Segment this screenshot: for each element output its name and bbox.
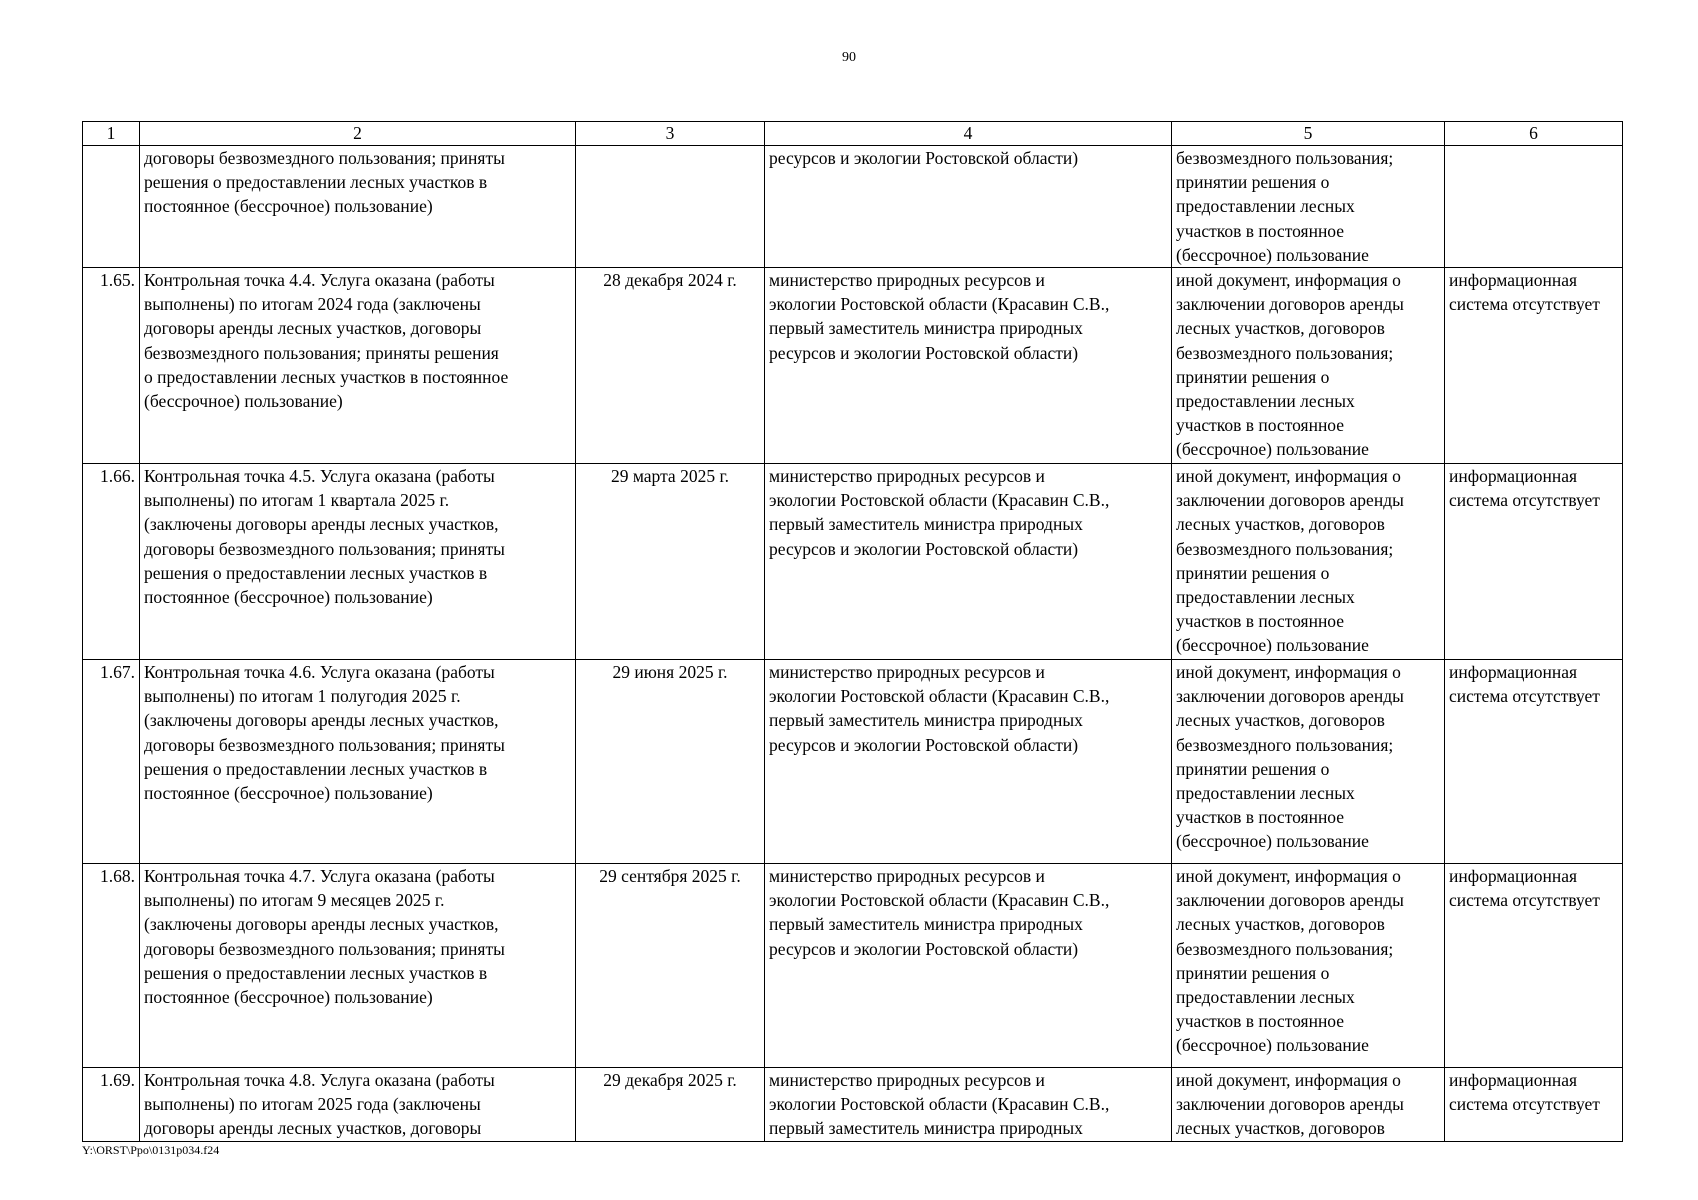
row-system: информационная система отсутствует	[1445, 1068, 1623, 1142]
row-system: информационная система отсутствует	[1445, 660, 1623, 864]
table-row	[83, 268, 1623, 464]
table-row	[83, 864, 1623, 1068]
row-system: информационная система отсутствует	[1445, 268, 1623, 464]
row-date: 29 июня 2025 г.	[576, 660, 765, 864]
row-number	[83, 146, 140, 268]
row-responsible: министерство природных ресурсов и экологии Ростовской области (Красавин С.В., первый заместитель министра природных ресурсов и экологии Ростовской области)	[765, 464, 1172, 660]
table-row	[83, 1068, 1623, 1142]
column-header-4: 4	[765, 122, 1172, 146]
row-date: 29 марта 2025 г.	[576, 464, 765, 660]
page-number: 90	[842, 50, 856, 65]
row-description: Контрольная точка 4.4. Услуга оказана (работы выполнены) по итогам 2024 года (заключены договоры аренды лесных участков, договоры безвозмездного пользования; приняты решения о предоставлении лесных участков в постоянное (бессрочное) пользование)	[140, 268, 576, 464]
row-date	[576, 146, 765, 268]
table-row-continuation	[83, 146, 1623, 268]
row-number: 1.69.	[83, 1068, 140, 1142]
row-date: 29 декабря 2025 г.	[576, 1068, 765, 1142]
column-header-1: 1	[83, 122, 140, 146]
row-document: иной документ, информация о заключении договоров аренды лесных участков, договоров безвозмездного пользования; принятии решения о предоставлении лесных участков в постоянное (бессрочное) пользование	[1172, 864, 1445, 1068]
control-points-table	[82, 121, 1623, 1142]
row-date: 29 сентября 2025 г.	[576, 864, 765, 1068]
column-header-2: 2	[140, 122, 576, 146]
row-description: Контрольная точка 4.6. Услуга оказана (работы выполнены) по итогам 1 полугодия 2025 г. (заключены договоры аренды лесных участков, договоры безвозмездного пользования; приняты решения о предоставлении лесных участков в постоянное (бессрочное) пользование)	[140, 660, 576, 864]
row-number: 1.68.	[83, 864, 140, 1068]
row-date: 28 декабря 2024 г.	[576, 268, 765, 464]
row-responsible: ресурсов и экологии Ростовской области)	[765, 146, 1172, 268]
row-description: Контрольная точка 4.8. Услуга оказана (работы выполнены) по итогам 2025 года (заключены договоры аренды лесных участков, договоры	[140, 1068, 576, 1142]
row-number: 1.67.	[83, 660, 140, 864]
row-responsible: министерство природных ресурсов и экологии Ростовской области (Красавин С.В., первый заместитель министра природных	[765, 1068, 1172, 1142]
row-system	[1445, 146, 1623, 268]
row-responsible: министерство природных ресурсов и экологии Ростовской области (Красавин С.В., первый заместитель министра природных ресурсов и экологии Ростовской области)	[765, 660, 1172, 864]
file-path-footer: Y:\ORST\Ppo\0131p034.f24	[82, 1143, 220, 1157]
row-description: Контрольная точка 4.5. Услуга оказана (работы выполнены) по итогам 1 квартала 2025 г. (заключены договоры аренды лесных участков, договоры безвозмездного пользования; приняты решения о предоставлении лесных участков в постоянное (бессрочное) пользование)	[140, 464, 576, 660]
row-document: иной документ, информация о заключении договоров аренды лесных участков, договоров безвозмездного пользования; принятии решения о предоставлении лесных участков в постоянное (бессрочное) пользование	[1172, 268, 1445, 464]
row-document: иной документ, информация о заключении договоров аренды лесных участков, договоров	[1172, 1068, 1445, 1142]
table-row	[83, 464, 1623, 660]
row-description: Контрольная точка 4.7. Услуга оказана (работы выполнены) по итогам 9 месяцев 2025 г. (заключены договоры аренды лесных участков, договоры безвозмездного пользования; приняты решения о предоставлении лесных участков в постоянное (бессрочное) пользование)	[140, 864, 576, 1068]
row-responsible: министерство природных ресурсов и экологии Ростовской области (Красавин С.В., первый заместитель министра природных ресурсов и экологии Ростовской области)	[765, 268, 1172, 464]
row-description: договоры безвозмездного пользования; приняты решения о предоставлении лесных участков в постоянное (бессрочное) пользование)	[140, 146, 576, 268]
row-responsible: министерство природных ресурсов и экологии Ростовской области (Красавин С.В., первый заместитель министра природных ресурсов и экологии Ростовской области)	[765, 864, 1172, 1068]
row-document: безвозмездного пользования; принятии решения о предоставлении лесных участков в постоянное (бессрочное) пользование	[1172, 146, 1445, 268]
row-document: иной документ, информация о заключении договоров аренды лесных участков, договоров безвозмездного пользования; принятии решения о предоставлении лесных участков в постоянное (бессрочное) пользование	[1172, 660, 1445, 864]
row-system: информационная система отсутствует	[1445, 864, 1623, 1068]
column-header-5: 5	[1172, 122, 1445, 146]
column-number-row	[83, 122, 1623, 146]
row-document: иной документ, информация о заключении договоров аренды лесных участков, договоров безвозмездного пользования; принятии решения о предоставлении лесных участков в постоянное (бессрочное) пользование	[1172, 464, 1445, 660]
table-row	[83, 660, 1623, 864]
column-header-3: 3	[576, 122, 765, 146]
row-system: информационная система отсутствует	[1445, 464, 1623, 660]
row-number: 1.66.	[83, 464, 140, 660]
row-number: 1.65.	[83, 268, 140, 464]
column-header-6: 6	[1445, 122, 1623, 146]
